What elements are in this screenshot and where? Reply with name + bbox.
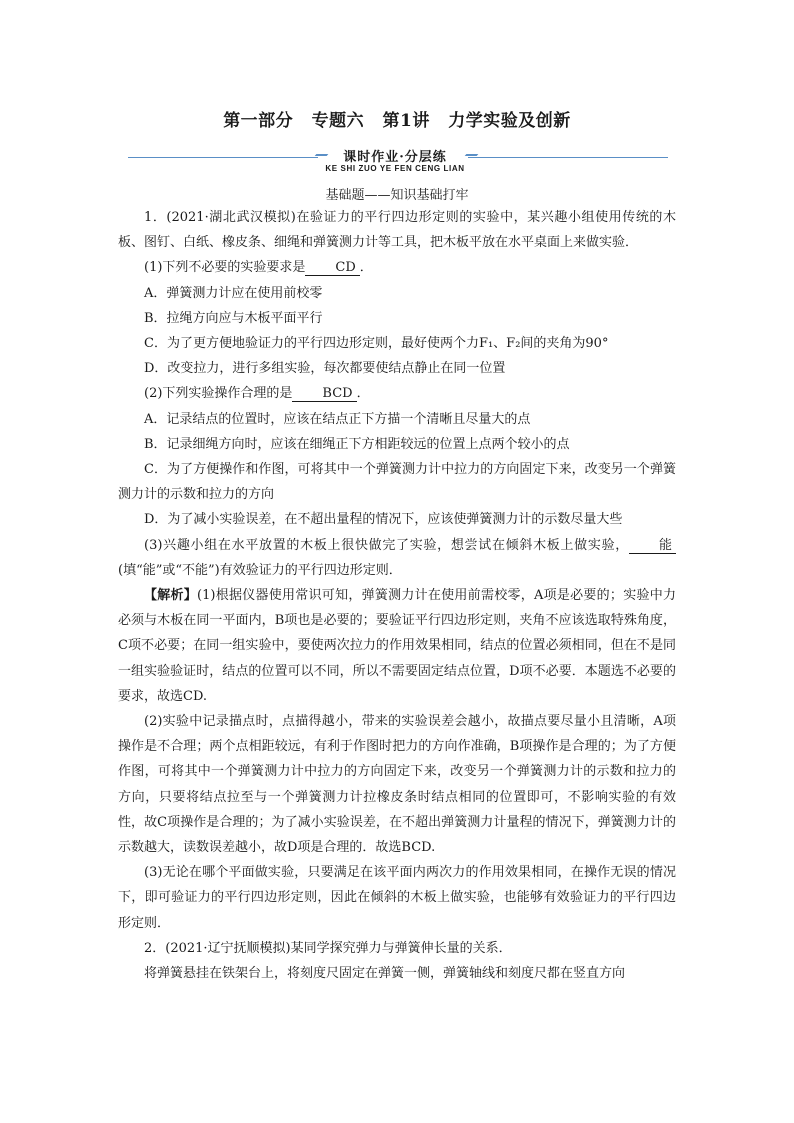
q1-sub2-option-a: A．记录结点的位置时，应该在结点正下方描一个清晰且尽量大的点 (144, 411, 531, 427)
q1-sub1-prompt (118, 255, 676, 280)
solution-text-1: (1)根据仪器使用常识可知，弹簧测力计在使用前需校零，A项是必要的；实验中力必须与木板在同一平面内，B项也是必要的；要验证平行四边形定则，夹角不应该选取特殊角度，C项不必要；在同一组实验中，要使两次拉力的作用效果相同，结点的位置必须相同，但在不是同一组实验验证时，结点的位置可以不同，所以不需要固定结点位置，D项不必要．本题选不必要的要求，故选CD. (118, 588, 676, 704)
title-part: 第一部分 (223, 111, 294, 131)
q2-line2: 将弹簧悬挂在铁架台上，将刻度尺固定在弹簧一侧，弹簧轴线和刻度尺都在竖直方向 (144, 966, 626, 982)
banner-pinyin: KE SHI ZUO YE FEN CENG LIAN (325, 164, 465, 173)
q1-stem: 1．(2021·湖北武汉模拟)在验证力的平行四边形定则的实验中，某兴趣小组使用传统的木板、图钉、白纸、橡皮条、细绳和弹簧测力计等工具，把木板平放在水平桌面上来做实验． (118, 210, 676, 251)
q1-sub3-prompt (118, 533, 676, 583)
q1-sub1-text: (1)下列不必要的实验要求是 (144, 260, 306, 276)
page-title (0, 106, 794, 131)
q1-sub1-option-c: C．为了更方便地验证力的平行四边形定则，最好使两个力F₁、F₂间的夹角为90° (144, 336, 609, 352)
title-subject: 力学实验及创新 (448, 111, 571, 131)
q1-sub2-option-b: B．记录细绳方向时，应该在细绳正下方相距较远的位置上点两个较小的点 (144, 436, 570, 452)
title-lecture: 第1讲 (382, 111, 430, 131)
section-heading: 基础题——知识基础打牢 (325, 188, 469, 203)
q1-sub1-option-b: B．拉绳方向应与木板平面平行 (144, 310, 323, 326)
q1-sub1-end: ． (359, 260, 373, 276)
q1-sub1-option-a: A．弹簧测力计应在使用前校零 (144, 285, 323, 301)
title-topic: 专题六 (311, 111, 365, 131)
q1-sub1-answer: CD (305, 261, 359, 276)
q1-sub3-end: (填“能”或“不能”)有效验证力的平行四边形定则． (118, 562, 402, 578)
q1-sub2-answer: BCD (292, 387, 356, 402)
homework-banner (118, 144, 672, 178)
q1-solution-p3: (3)无论在哪个平面做实验，只要满足在该平面内两次力的作用效果相同，在操作无误的情况下，即可验证力的平行四边形定则，因此在倾斜的木板上做实验，也能够有效验证力的平行四边形定则． (118, 865, 676, 931)
banner-title: 课时作业·分层练 (343, 150, 447, 165)
q2-stem: 2．(2021·辽宁抚顺模拟)某同学探究弹力与弹簧伸长量的关系． (144, 940, 512, 956)
q1-sub2-prompt (118, 381, 676, 406)
q1-sub3-answer: 能 (629, 539, 676, 554)
q1-solution-p2: (2)实验中记录描点时，点描得越小，带来的实验误差会越小，故描点要尽量小且清晰，A项操作是不合理；两个点相距较远，有利于作图时把力的方向作准确，B项操作是合理的；为了方便作图，可将其中一个弹簧测力计中拉力的方向固定下来，改变另一个弹簧测力计的示数和拉力的方向，只要将结点拉至与一个弹簧测力计拉橡皮条时结点相同的位置即可，不影响实验的有效性，故C项操作是合理的；为了减小实验误差，在不超出弹簧测力计量程的情况下，弹簧测力计的示数越大，读数误差越小，故D项是合理的．故选BCD. (118, 714, 676, 856)
solution-label: 【解析】 (144, 588, 198, 604)
q1-sub2-text: (2)下列实验操作合理的是 (144, 386, 293, 402)
q1-sub2-option-c: C．为了方便操作和作图，可将其中一个弹簧测力计中拉力的方向固定下来，改变另一个弹簧测力计的示数和拉力的方向 (118, 462, 676, 503)
q1-sub2-end: ． (356, 386, 370, 402)
document-body (118, 205, 676, 986)
q1-sub1-option-d: D．改变拉力，进行多组实验，每次都要使结点静止在同一位置 (144, 361, 506, 377)
q1-sub3-text: (3)兴趣小组在水平放置的木板上很快做完了实验，想尝试在倾斜木板上做实验， (144, 537, 629, 553)
q1-sub2-option-d: D．为了减小实验误差，在不超出量程的情况下，应该使弹簧测力计的示数尽量大些 (144, 512, 623, 528)
q1-solution-p1 (118, 583, 676, 709)
